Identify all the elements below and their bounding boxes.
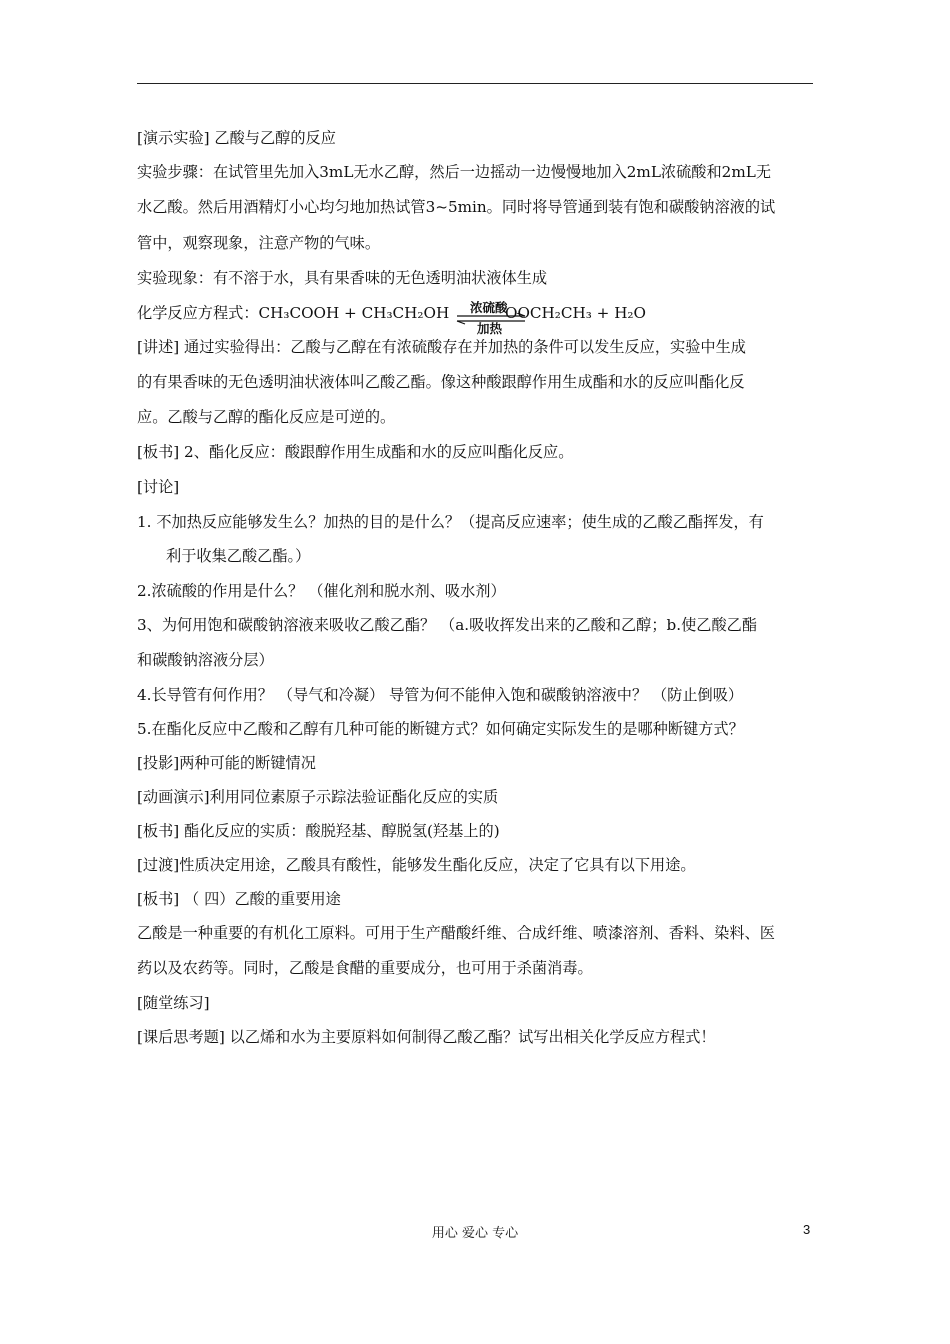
list-item: 1. 不加热反应能够发生么？加热的目的是什么？（提高反应速率；使生成的乙酸乙酯挥发，有 [137, 513, 764, 531]
list-item: 2.浓硫酸的作用是什么？ （催化剂和脱水剂、吸水剂） [137, 582, 506, 600]
paragraph-line: [随堂练习] [137, 994, 210, 1012]
paragraph-line: 水乙酸。然后用酒精灯小心均匀地加热试管3~5min。同时将导管通到装有饱和碳酸钠溶液的试 [137, 198, 776, 216]
paragraph-line: [投影]两种可能的断键情况 [137, 754, 316, 772]
header-rule [137, 83, 813, 84]
paragraph-line: [过渡]性质决定用途，乙酸具有酸性，能够发生酯化反应，决定了它具有以下用途。 [137, 856, 696, 874]
equation-rhs: OOCH₂CH₃ + H₂O [505, 304, 646, 322]
paragraph-line: 的有果香味的无色透明油状液体叫乙酸乙酯。像这种酸跟醇作用生成酯和水的反应叫酯化反 [137, 373, 745, 391]
list-item: 4.长导管有何作用？ （导气和冷凝） 导管为何不能伸入饱和碳酸钠溶液中？ （防止倒吸） [137, 686, 744, 704]
paragraph-line: [板书] 酯化反应的实质：酸脱羟基、醇脱氢(羟基上的) [137, 822, 500, 840]
paragraph-line: [板书] （ 四）乙酸的重要用途 [137, 890, 341, 908]
paragraph-line: [动画演示]利用同位素原子示踪法验证酯化反应的实质 [137, 788, 499, 806]
paragraph-line: 管中，观察现象，注意产物的气味。 [137, 234, 380, 252]
list-item: 3、为何用饱和碳酸钠溶液来吸收乙酸乙酯？ （a.吸收挥发出来的乙酸和乙醇；b.使乙酸乙酯 [137, 616, 758, 634]
paragraph-line: 药以及农药等。同时，乙酸是食醋的重要成分，也可用于杀菌消毒。 [137, 959, 593, 977]
paragraph-line: [课后思考题] 以乙烯和水为主要原料如何制得乙酸乙酯？试写出相关化学反应方程式！ [137, 1028, 716, 1046]
discussion-heading: [讨论] [137, 478, 180, 496]
demo-heading: [演示实验] 乙酸与乙醇的反应 [137, 129, 336, 147]
list-item-continuation: 和碳酸钠溶液分层） [137, 651, 274, 669]
paragraph-line: 应。乙酸与乙醇的酯化反应是可逆的。 [137, 408, 396, 426]
equation-condition-bottom: 加热 [477, 321, 503, 336]
equation-lhs: 化学反应方程式：CH₃COOH + CH₃CH₂OH [137, 304, 450, 322]
paragraph-line: 实验步骤：在试管里先加入3mL无水乙醇，然后一边摇动一边慢慢地加入2mL浓硫酸和2mL无 [137, 163, 772, 181]
page-number: 3 [803, 1222, 811, 1237]
paragraph-line: 乙酸是一种重要的有机化工原料。可用于生产醋酸纤维、合成纤维、喷漆溶剂、香料、染料、医 [137, 924, 775, 942]
equation-condition-top: 浓硫酸 [470, 300, 508, 315]
paragraph-line: [讲述] 通过实验得出：乙酸与乙醇在有浓硫酸存在并加热的条件可以发生反应，实验中生成 [137, 338, 746, 356]
paragraph-line: 实验现象：有不溶于水，具有果香味的无色透明油状液体生成 [137, 269, 548, 287]
list-item: 5.在酯化反应中乙酸和乙醇有几种可能的断键方式？如何确定实际发生的是哪种断键方式？ [137, 720, 744, 738]
list-item-continuation: 利于收集乙酸乙酯。） [166, 547, 311, 565]
page-footer: 用心 爱心 专心 [431, 1226, 519, 1241]
reaction-equation [137, 300, 817, 340]
paragraph-line: [板书] 2、酯化反应：酸跟醇作用生成酯和水的反应叫酯化反应。 [137, 443, 574, 461]
